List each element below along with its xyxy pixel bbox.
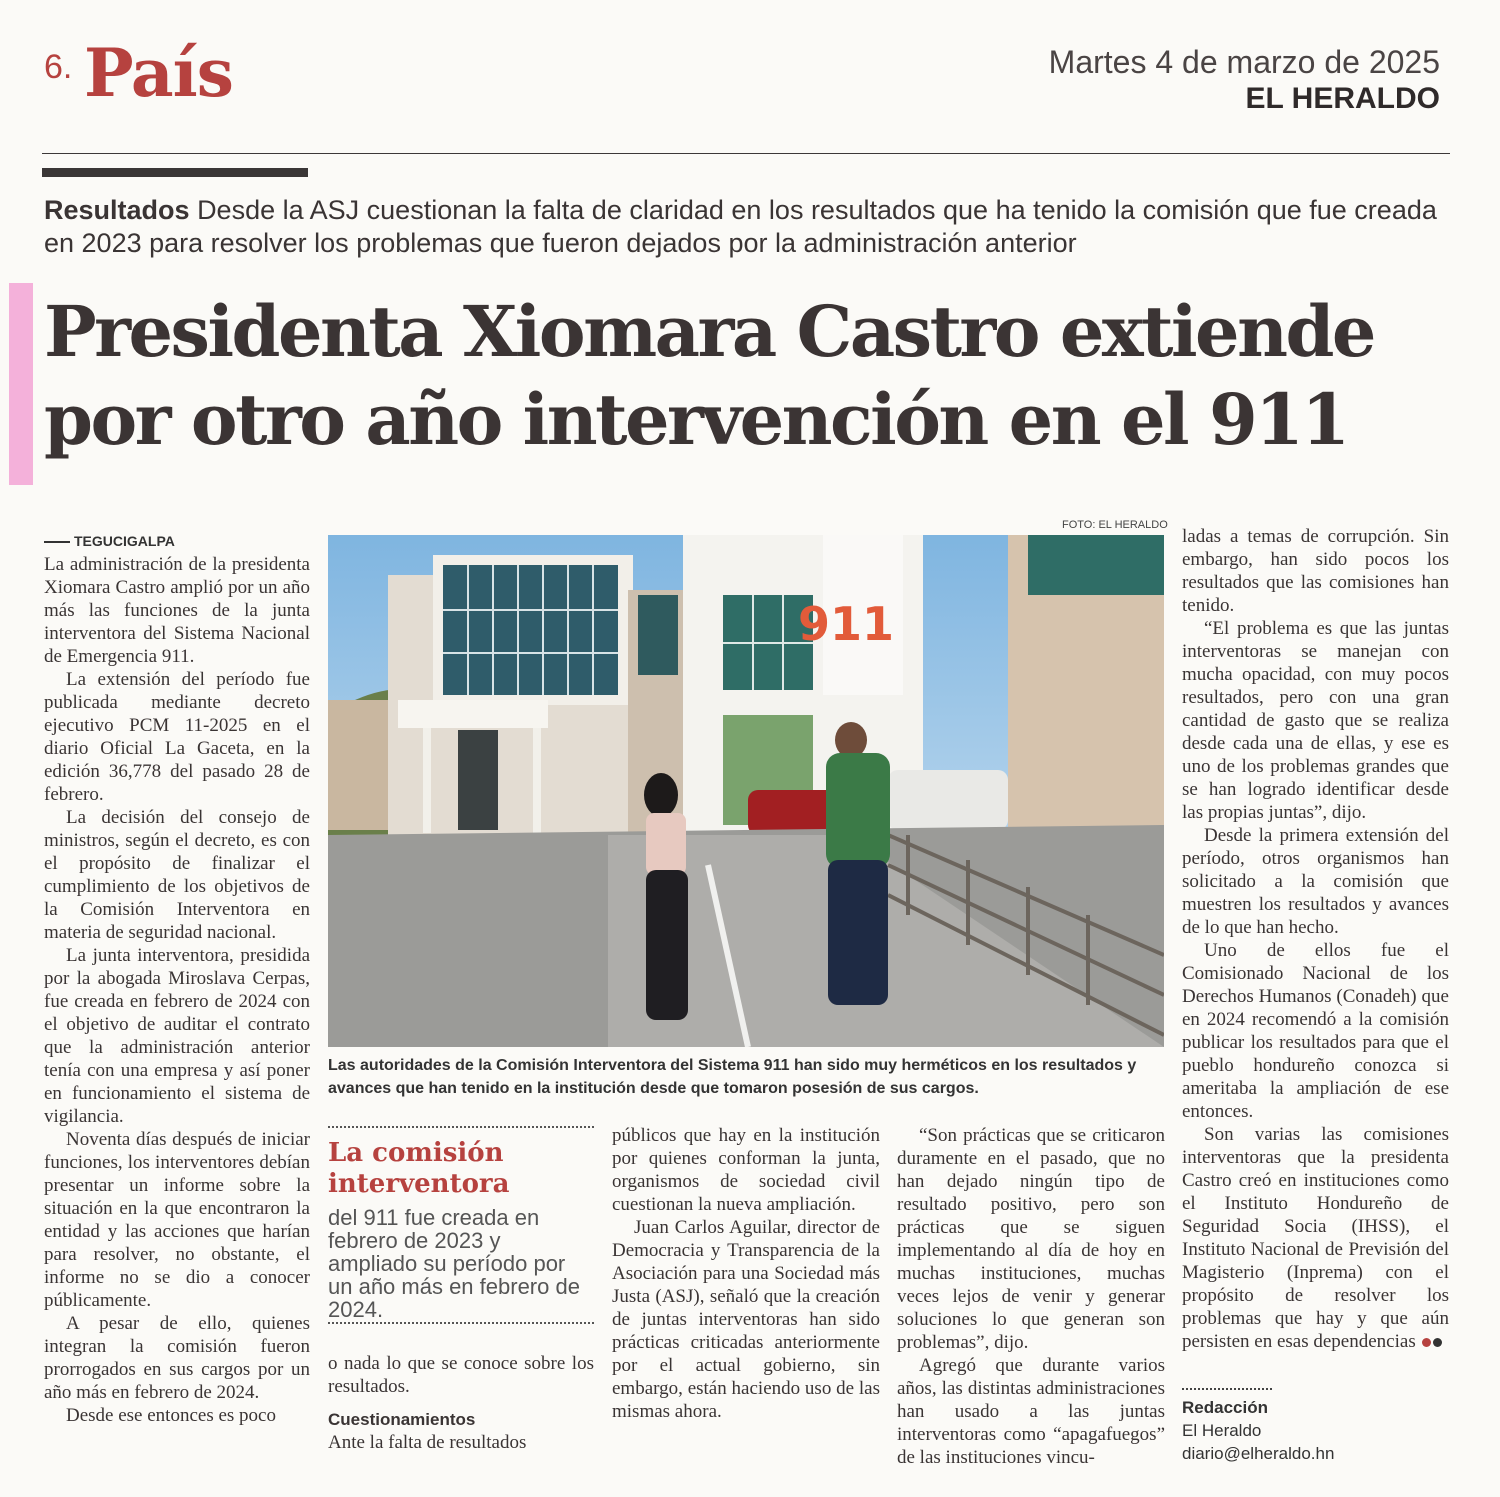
dateline: TEGUCIGALPA [44, 530, 310, 553]
subhead-cuestionamientos: Cuestionamientos [328, 1410, 476, 1429]
paragraph: La decisión del consejo de ministros, según el decreto, es con el propósito de finalizar el cumplimiento de los objetivos de la Comisión Interventora en materia de seguridad nacional. [44, 807, 310, 943]
article-column-2 [328, 1352, 594, 1454]
news-photo [328, 535, 1164, 1047]
paragraph: “Son prácticas que se criticaron duramente en el pasado, que no han dejado ningún tipo de resultado positivo, pero son prácticas que se siguen implementando al día de hoy en muchas instituciones, muchas veces lejos de venir y generar soluciones lo que generan son problemas”, dijo. [897, 1125, 1165, 1353]
pull-quote-bottom-rule [328, 1322, 594, 1324]
building-photo [328, 535, 1164, 1047]
photo-caption: Las autoridades de la Comisión Interventora del Sistema 911 han sido muy herméticos en los resultados y avances que han tenido en la institución desde que tomaron posesión de sus cargos. [328, 1057, 1137, 1097]
paragraph: “El problema es que las juntas interventoras se manejan con mucha opacidad, con muy pocos resultados, pero con una gran cantidad de gasto que se realiza desde cada una de ellas, y ese es uno de los problemas grandes que se han logrado identificar desde las propias juntas”, dijo. [1182, 618, 1449, 823]
article-column-1 [44, 530, 310, 1427]
deck-text: Desde la ASJ cuestionan la falta de claridad en los resultados que ha tenido la comisión que fue creada en 2023 para resolver los problemas que fueron dejados por la administración anterior [44, 195, 1437, 258]
byline-rule [1182, 1388, 1272, 1390]
headline [44, 288, 1464, 464]
paragraph: A pesar de ello, quienes integran la comisión fueron prorrogados en sus cargos por un año más en febrero de 2024. [44, 1313, 310, 1403]
paragraph: La junta interventora, presidida por la abogada Miroslava Cerpas, fue creada en febrero de 2024 con el objetivo de auditar el contrato que la administración anterior tenía con una empresa y así poner en funcionamiento el sistema de vigilancia. [44, 945, 310, 1127]
paragraph: públicos que hay en la institución por quienes conforman la junta, organismos de sociedad civil cuestionan la nueva ampliación. [612, 1125, 880, 1215]
pull-quote-body: del 911 fue creada en febrero de 2023 y ampliado su período por un año más en febrero de 2024. [328, 1205, 580, 1322]
paragraph: Noventa días después de iniciar funciones, los interventores debían presentar un informe sobre la situación en la que encontraron la entidad y las acciones que harían para resolver, no obstante, el informe no se dio a conocer públicamente. [44, 1129, 310, 1311]
deck-label: Resultados [44, 195, 190, 225]
header-rule [42, 153, 1450, 154]
byline-email: diario@elheraldo.hn [1182, 1444, 1335, 1463]
sign-911: 911 [798, 597, 895, 651]
paragraph: Ante la falta de resultados [328, 1432, 527, 1453]
deck [44, 194, 1444, 260]
final-paragraph-text: Son varias las comisiones interventoras que la presidenta Castro creó en instituciones como el Instituto Hondureño de Seguridad Socia (IHSS), el Instituto Nacional de Previsión del Magisterio (Inprema) con el propósito de resolver los problemas que hay y que aún persisten en esas dependencias [1182, 1124, 1449, 1352]
paragraph: o nada lo que se conoce sobre los resultados. [328, 1353, 594, 1397]
section-bar [42, 168, 308, 177]
paragraph: Desde ese entonces es poco [66, 1405, 276, 1426]
photo-credit: FOTO: EL HERALDO [1062, 519, 1168, 531]
byline-org: El Heraldo [1182, 1421, 1262, 1440]
pull-quote-title: La comisión interventora [328, 1138, 510, 1199]
paragraph: Juan Carlos Aguilar, director de Democracia y Transparencia de la Asociación para una Sociedad más Justa (ASJ), señaló que la creación de juntas interventoras han sido prácticas criticadas anteriormente por el actual gobierno, sin embargo, están haciendo uso de las mismas ahora. [612, 1217, 880, 1422]
headline-line-2: por otro año intervención en el 911 [44, 378, 1348, 461]
end-mark-icon [1433, 1338, 1442, 1347]
byline-name: Redacción [1182, 1398, 1268, 1417]
page-number: 6. [44, 48, 73, 86]
paragraph: Agregó que durante varios años, las distintas administraciones han usado a las juntas interventoras como “apagafuegos” de las instituciones vincu- [897, 1355, 1165, 1468]
highlighter-mark [9, 283, 33, 485]
section-title: País [84, 34, 233, 112]
headline-line-1: Presidenta Xiomara Castro extiende [44, 290, 1374, 373]
newspaper-name: EL HERALDO [1245, 82, 1440, 115]
paragraph: La administración de la presidenta Xiomara Castro amplió por un año más las funciones de la junta interventora del Sistema Nacional de Emergencia 911. [44, 554, 310, 667]
article-column-4 [897, 1124, 1165, 1469]
paragraph: ladas a temas de corrupción. Sin embargo, han sido pocos los resultados que las comisiones han tenido. [1182, 526, 1449, 616]
end-mark-icon [1422, 1338, 1431, 1347]
article-column-5 [1182, 525, 1449, 1353]
paragraph: Desde la primera extensión del período, otros organismos han solicitado a la comisión que muestren los resultados y avances de lo que han hecho. [1182, 825, 1449, 938]
pull-quote-top-rule [328, 1126, 594, 1128]
issue-date: Martes 4 de marzo de 2025 [1048, 44, 1440, 80]
paragraph: La extensión del período fue publicada mediante decreto ejecutivo PCM 11-2025 en el diario Oficial La Gaceta, en la edición 36,778 del pasado 28 de febrero. [44, 669, 310, 805]
article-column-3 [612, 1124, 880, 1423]
paragraph: Uno de ellos fue el Comisionado Nacional de los Derechos Humanos (Conadeh) que en 2024 recomendó a la comisión publicar los resultados para que el pueblo hondureño conozca si ameritaba la ampliación de ese entonces. [1182, 940, 1449, 1122]
paragraph [1182, 1123, 1449, 1353]
